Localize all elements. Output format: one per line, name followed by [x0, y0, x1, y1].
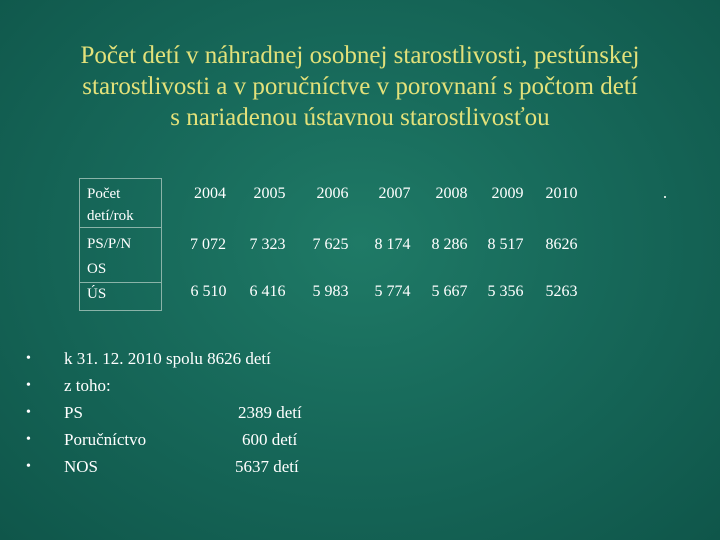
- year-cell: 2010: [545, 184, 578, 202]
- table-row: [80, 283, 584, 311]
- value-cell: 5 983: [312, 282, 349, 300]
- value-cell: 7 072: [190, 235, 226, 253]
- year-cell: 2004: [194, 184, 226, 202]
- value-cell: 5 667: [431, 282, 468, 300]
- bullet-text: Poručníctvo: [64, 430, 147, 449]
- year-cell: 2009: [491, 184, 524, 202]
- header-label-line-1: Počet: [87, 186, 121, 202]
- bullet-icon: •: [26, 432, 31, 447]
- row-label-line-1: ÚS: [87, 286, 107, 302]
- children-count-table: [79, 178, 584, 311]
- slide-title: [20, 40, 700, 133]
- year-cell: 2005: [253, 184, 286, 202]
- table-row: [80, 228, 584, 283]
- header-label-line-2: detí/rok: [87, 208, 134, 224]
- value-cell: 7 323: [249, 235, 286, 253]
- title-line-2: starostlivosti a v poručníctve v porovnaní s počtom detí: [82, 73, 638, 100]
- title-line-1: Počet detí v náhradnej osobnej starostlivosti, pestúnskej: [80, 42, 640, 69]
- value-cell: 6 510: [190, 282, 227, 300]
- decorative-dot: [664, 196, 666, 198]
- year-cell: 2007: [378, 184, 411, 202]
- bullet-icon: •: [26, 351, 31, 366]
- value-cell: 8 517: [487, 235, 524, 253]
- header-label-cell: [80, 179, 162, 228]
- row-label-cell: [80, 283, 162, 311]
- title-line-3: s nariadenou ústavnou starostlivosťou: [170, 104, 550, 131]
- table-header-row: [80, 179, 584, 228]
- row-label-cell: [80, 228, 162, 283]
- value-cell: 8 286: [431, 235, 468, 253]
- bullet-value: 600 detí: [242, 430, 298, 449]
- bullet-text: k 31. 12. 2010 spolu 8626 detí: [64, 349, 271, 368]
- bullet-value: 2389 detí: [238, 403, 302, 422]
- bullet-text: NOS: [64, 457, 99, 476]
- row-label-line-1: PS/P/N: [87, 236, 132, 252]
- value-cell: 5 356: [487, 282, 524, 300]
- value-cell: 8626: [545, 235, 578, 253]
- value-cell: 5263: [545, 282, 578, 300]
- bullet-text: z toho:: [64, 376, 111, 395]
- year-cell: 2006: [316, 184, 349, 202]
- bullet-text: PS: [64, 403, 83, 422]
- bullet-icon: •: [26, 405, 31, 420]
- bullet-icon: •: [26, 459, 31, 474]
- value-cell: 8 174: [374, 235, 411, 253]
- bullet-icon: •: [26, 378, 31, 393]
- bullet-value: 5637 detí: [235, 457, 299, 476]
- value-cell: 5 774: [374, 282, 411, 300]
- row-label-line-2: OS: [87, 261, 107, 277]
- value-cell: 7 625: [312, 235, 349, 253]
- year-cell: 2008: [435, 184, 468, 202]
- value-cell: 6 416: [249, 282, 286, 300]
